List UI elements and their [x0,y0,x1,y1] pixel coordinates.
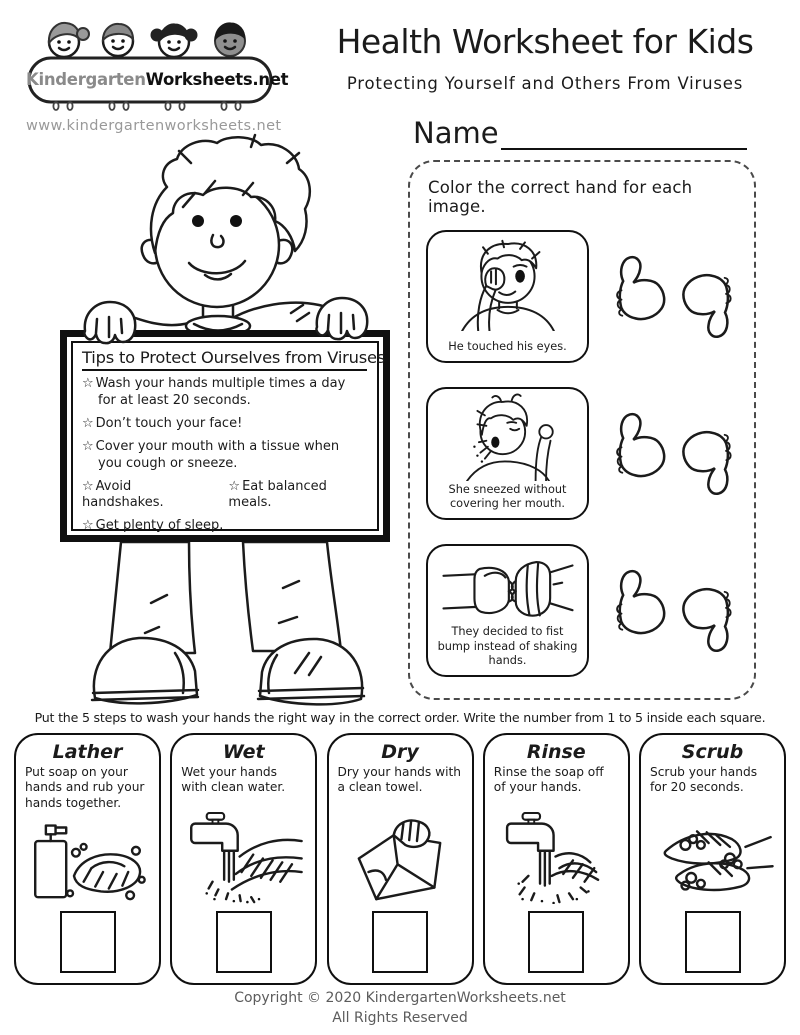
tip-item: ☆ Cover your mouth with a tissue when you cough or sneeze. [82,438,340,471]
card-title: Wet [222,741,265,763]
tips-title: Tips to Protect Ourselves from Viruses [82,348,367,371]
brand-wordmark [26,70,289,89]
wash-steps-instruction: Put the 5 steps to wash your hands the right way in the correct order. Write the number from 1 to 5 inside each square. [34,710,766,725]
brand-part2: Worksheets.net [145,70,289,89]
step-card-wet [170,733,317,985]
scrubbing-soapy-hands-illustration [650,812,776,904]
card-description: Wet your hands with clean water. [181,765,286,795]
fist-bump-illustration [426,544,589,677]
card-description: Rinse the soap off of your hands. [493,765,604,795]
rights-line: All Rights Reserved [332,1010,468,1027]
thumbs-up-outline-icon [597,553,673,649]
activity-row [426,544,742,677]
row-caption: She sneezed without covering her mouth. [448,482,567,511]
site-logo [26,12,289,134]
boy-left-hand [82,299,138,347]
answer-square [528,911,584,973]
answer-square [216,911,272,973]
website-url: www.kindergartenworksheets.net [26,118,282,134]
tips-sign-inner [71,341,386,534]
thumb-options [597,239,751,355]
row-caption: He touched his eyes. [448,340,567,354]
tip-item: ☆ Eat balanced meals. [228,478,327,511]
brand-part1: Kindergarten [26,70,146,89]
row-caption: They decided to fist bump instead of shaking hands. [437,624,578,668]
copyright-line: Copyright © 2020 KindergartenWorksheets.net [234,990,566,1006]
thumb-options [597,396,751,512]
star-bullet-icon: ☆ [228,478,241,494]
color-hand-activity-panel [408,160,756,700]
name-underline [501,116,747,150]
step-card-dry [327,733,474,985]
soap-dispenser-and-hands-illustration [25,812,151,904]
tip-item: ☆ Get plenty of sleep. [82,518,224,534]
tips-sign [60,330,390,542]
card-description: Put soap on your hands and rub your hands together. [25,765,145,810]
tip-item: ☆ Wash your hands multiple times a day for at least 20 seconds. [82,376,346,408]
step-card-scrub [639,733,786,985]
card-title: Rinse [526,741,586,763]
card-title: Lather [52,741,123,763]
thumb-options [597,553,751,669]
star-bullet-icon: ☆ [82,438,94,454]
faucet-wetting-hands-illustration [181,812,307,904]
answer-square [60,911,116,973]
step-card-lather [14,733,161,985]
footer [0,988,800,1029]
page-title: Health Worksheet for Kids [336,22,754,61]
card-description: Scrub your hands for 20 seconds. [650,765,758,795]
star-bullet-icon: ☆ [82,478,94,494]
step-card-rinse [483,733,630,985]
boy-right-hand [314,295,370,343]
activity-instruction: Color the correct hand for each image. [428,178,693,216]
wash-steps-cards [14,733,786,985]
name-label: Name [413,116,499,150]
card-description: Dry your hands with a clean towel. [337,765,461,795]
thumbs-down-outline-icon [675,573,751,669]
tip-item: ☆ Avoid handshakes. [82,478,164,511]
star-bullet-icon: ☆ [82,376,94,391]
thumbs-down-outline-icon [675,259,751,355]
star-bullet-icon: ☆ [82,518,94,534]
four-children-heads-icon [26,12,274,112]
page-subtitle: Protecting Yourself and Others From Viruses [346,74,744,93]
boy-touching-his-eye-illustration [426,230,589,363]
answer-square [372,911,428,973]
activity-row [426,387,742,520]
rinsing-hands-under-faucet-illustration [493,812,619,904]
thumbs-down-outline-icon [675,416,751,512]
name-field [413,116,747,150]
drying-hands-with-towel-illustration [337,812,463,904]
tip-item: ☆ Don’t touch your face! [82,415,243,431]
thumbs-up-outline-icon [597,396,673,492]
activity-row [426,230,742,363]
card-title: Dry [381,741,419,763]
star-bullet-icon: ☆ [82,415,94,431]
answer-square [685,911,741,973]
card-title: Scrub [681,741,744,763]
girl-sneezing-illustration [426,387,589,520]
thumbs-up-outline-icon [597,239,673,335]
